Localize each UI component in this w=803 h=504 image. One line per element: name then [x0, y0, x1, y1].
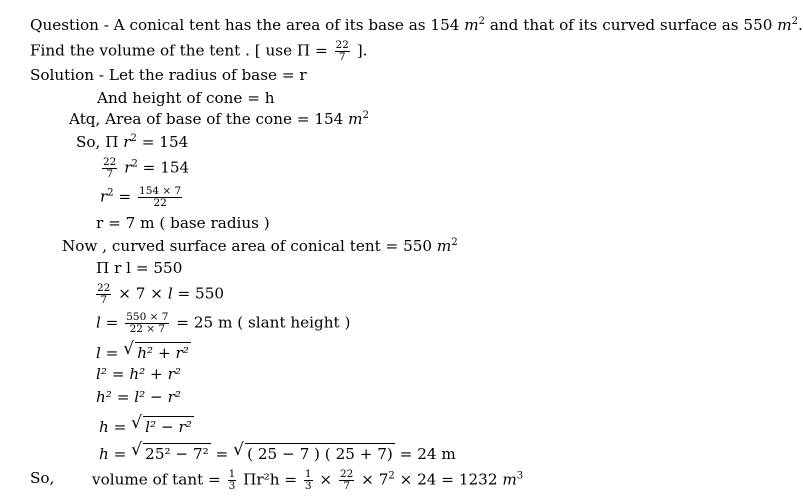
- solution-line-7: r = 7 m ( base radius ): [96, 214, 270, 232]
- question-line-2: [30, 40, 368, 63]
- sqrt-product: √ ( 25 − 7 ) ( 25 + 7): [233, 440, 393, 463]
- solution-line-6: $r^2$ = $\frac{154 \times 7}{22}$: [100, 185, 182, 209]
- fraction-22-7-b: $\frac{22}{7}$: [97, 282, 111, 306]
- fraction-1-3-b: $\frac{1}{3}$: [304, 468, 312, 492]
- solution-line-4: So, Π $r^2 = 154$: [76, 133, 189, 151]
- solution-line-9: Π r l = 550: [96, 259, 183, 277]
- solution-line-2: And height of cone = h: [97, 89, 275, 107]
- solution-line-12: l = √ h² + r²: [96, 339, 189, 362]
- q2-close: ].: [356, 41, 368, 60]
- q1-unit-2: m: [777, 16, 792, 34]
- solution-line-13: l² = h² + r²: [96, 365, 181, 383]
- fraction-1-3: $\frac{1}{3}$: [228, 468, 236, 492]
- sqrt-h2-r2: √ h² + r²: [123, 339, 189, 362]
- pi-fraction: $\frac{22}{7}$: [335, 39, 349, 63]
- solution-line-14: h² = l² − r²: [96, 388, 181, 406]
- solution-line-11: l = $\frac{550 \times 7}{22 \times 7}$ = 25 m ( slant height ): [96, 311, 351, 335]
- q1-sup: 2: [478, 16, 485, 27]
- fraction-550x7: $\frac{550 \times 7}{22 \times 7}$: [126, 311, 169, 335]
- q1-text: Question - A conical tent has the area of its base as 154: [30, 16, 465, 34]
- fraction-22-7-c: $\frac{22}{7}$: [339, 468, 354, 492]
- solution-line-1: Solution - Let the radius of base = r: [30, 66, 307, 84]
- q1-unit: m: [464, 16, 479, 34]
- solution-line-17-label: So,: [30, 469, 55, 487]
- sqrt-25-7: √ 25² − 7²: [131, 440, 209, 463]
- sqrt-l2-r2: √ l² − r²: [131, 413, 192, 436]
- question-line-1: [30, 16, 803, 34]
- solution-line-8: Now , curved surface area of conical tent = 550 $m^2$: [62, 237, 458, 255]
- q1-text-2: and that of its curved surface as 550: [485, 16, 778, 34]
- fraction-154x7-22: $\frac{154 \times 7}{22}$: [139, 185, 182, 209]
- q2-text: Find the volume of the tent . [ use Π =: [30, 41, 328, 60]
- q1-sup-2: 2: [791, 16, 799, 27]
- fraction-22-7: $\frac{22}{7}$: [103, 156, 117, 180]
- solution-line-5: $\frac{22}{7}$ $r^2 = 154$: [103, 156, 190, 180]
- solution-line-15: h = √ l² − r²: [99, 413, 192, 436]
- solution-line-3: Atq, Area of base of the cone = 154 $m^2$: [69, 110, 369, 128]
- q1-dot: .: [798, 16, 803, 34]
- solution-line-16: h = √ 25² − 7² = √ ( 25 − 7 ) ( 25 + 7) = 24 m: [99, 440, 456, 463]
- solution-line-10: $\frac{22}{7}$ × 7 × l = 550: [97, 282, 225, 306]
- solution-line-17: volume of tant = $\frac{1}{3}$ Πr²h = $\frac{1}{3}$ × $\frac{22}{7}$ × $7^2 \times 24 = 1232$ $m^3$: [92, 468, 524, 492]
